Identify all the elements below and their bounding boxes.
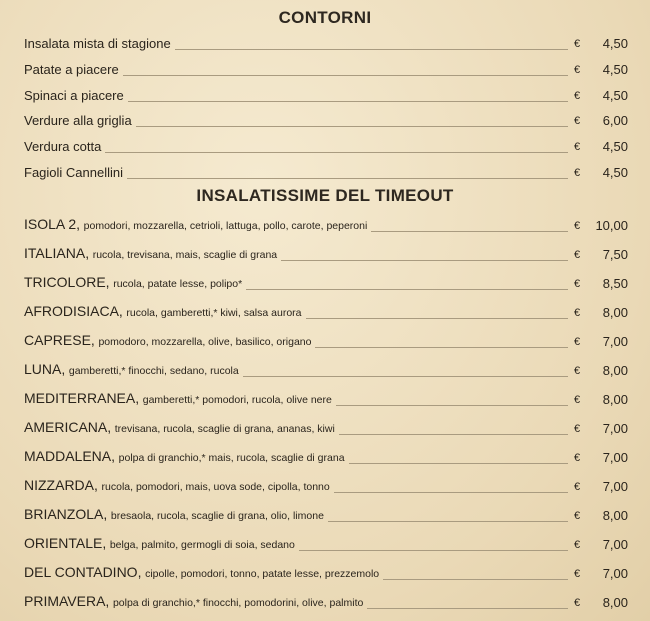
item-ingredients: gamberetti,* pomodori, rucola, olive nere xyxy=(142,394,332,406)
section-title-insalatissime: INSALATISSIME DEL TIMEOUT xyxy=(196,186,454,205)
item-price: € 7,00 xyxy=(574,479,628,494)
dotted-leader xyxy=(334,491,568,493)
item-price: € 7,50 xyxy=(574,247,628,262)
item-price: € 4,50 xyxy=(574,62,628,77)
item-price: € 4,50 xyxy=(574,165,628,180)
dotted-leader xyxy=(371,230,568,232)
menu-item xyxy=(24,299,628,321)
item-ingredients: belga, palmito, germogli di soia, sedano xyxy=(109,539,295,551)
dotted-leader xyxy=(339,433,568,435)
dotted-leader xyxy=(383,578,568,580)
item-price: € 8,00 xyxy=(574,305,628,320)
menu-item xyxy=(24,212,628,234)
section-title-contorni: CONTORNI xyxy=(278,8,372,27)
dotted-leader xyxy=(367,607,568,609)
dotted-leader xyxy=(306,317,569,319)
dotted-leader xyxy=(123,74,568,76)
item-price: € 6,00 xyxy=(574,113,628,128)
item-price: € 7,00 xyxy=(574,537,628,552)
dotted-leader xyxy=(128,100,568,102)
item-price: € 8,00 xyxy=(574,595,628,610)
item-price: € 7,00 xyxy=(574,566,628,581)
item-ingredients: polpa di granchio,* mais, rucola, scaglie di grana xyxy=(118,452,345,464)
item-name: AMERICANA, xyxy=(24,419,112,435)
item-price: € 4,50 xyxy=(574,88,628,103)
item-name: PRIMAVERA, xyxy=(24,593,110,609)
item-price: € 4,50 xyxy=(574,139,628,154)
menu-item xyxy=(24,357,628,379)
menu-item xyxy=(24,531,628,553)
item-ingredients: pomodoro, mozzarella, olive, basilico, origano xyxy=(98,336,312,348)
item-price: € 8,00 xyxy=(574,363,628,378)
item-ingredients: gamberetti,* finocchi, sedano, rucola xyxy=(68,365,239,377)
menu-item xyxy=(24,159,628,181)
item-name: CAPRESE, xyxy=(24,332,95,348)
item-ingredients: pomodori, mozzarella, cetrioli, lattuga, pollo, carote, peperoni xyxy=(83,220,368,232)
item-ingredients: rucola, patate lesse, polipo* xyxy=(113,278,243,290)
dotted-leader xyxy=(175,48,568,50)
dotted-leader xyxy=(328,520,568,522)
item-price: € 10,00 xyxy=(574,218,628,233)
dotted-leader xyxy=(243,375,568,377)
menu-item xyxy=(24,589,628,611)
menu-item xyxy=(24,560,628,582)
menu-item xyxy=(24,473,628,495)
item-name: ITALIANA, xyxy=(24,245,90,261)
item-price: € 7,00 xyxy=(574,334,628,349)
item-name: DEL CONTADINO, xyxy=(24,564,142,580)
item-name: MEDITERRANEA, xyxy=(24,390,140,406)
item-name: TRICOLORE, xyxy=(24,274,110,290)
item-price: € 8,00 xyxy=(574,392,628,407)
dotted-leader xyxy=(246,288,568,290)
item-ingredients: polpa di granchio,* finocchi, pomodorini, olive, palmito xyxy=(112,597,364,609)
item-name: Verdura cotta xyxy=(24,139,102,154)
item-ingredients: bresaola, rucola, scaglie di grana, olio, limone xyxy=(110,510,324,522)
item-name: Verdure alla griglia xyxy=(24,113,132,128)
item-price: € 4,50 xyxy=(574,36,628,51)
item-ingredients: cipolle, pomodori, tonno, patate lesse, prezzemolo xyxy=(145,568,380,580)
item-price: € 8,00 xyxy=(574,508,628,523)
menu-item xyxy=(24,386,628,408)
menu-item xyxy=(24,107,628,129)
item-ingredients: rucola, gamberetti,* kiwi, salsa aurora xyxy=(126,307,302,319)
dotted-leader xyxy=(299,549,568,551)
menu-item xyxy=(24,415,628,437)
dotted-leader xyxy=(136,125,568,127)
item-price: € 7,00 xyxy=(574,450,628,465)
dotted-leader xyxy=(127,177,568,179)
menu-item xyxy=(24,444,628,466)
dotted-leader xyxy=(336,404,568,406)
menu-item xyxy=(24,270,628,292)
menu-item xyxy=(24,241,628,263)
item-name: Fagioli Cannellini xyxy=(24,165,123,180)
item-name: Patate a piacere xyxy=(24,62,119,77)
menu-item xyxy=(24,82,628,104)
item-name: MADDALENA, xyxy=(24,448,116,464)
item-ingredients: rucola, trevisana, mais, scaglie di grana xyxy=(92,249,278,261)
item-name: BRIANZOLA, xyxy=(24,506,108,522)
item-price: € 7,00 xyxy=(574,421,628,436)
item-name: Insalata mista di stagione xyxy=(24,36,171,51)
menu-item xyxy=(24,133,628,155)
menu-item xyxy=(24,502,628,524)
item-name: AFRODISIACA, xyxy=(24,303,123,319)
item-price: € 8,50 xyxy=(574,276,628,291)
item-name: NIZZARDA, xyxy=(24,477,98,493)
dotted-leader xyxy=(281,259,568,261)
item-ingredients: trevisana, rucola, scaglie di grana, ananas, kiwi xyxy=(114,423,335,435)
dotted-leader xyxy=(105,151,568,153)
item-name: ORIENTALE, xyxy=(24,535,107,551)
menu-item xyxy=(24,328,628,350)
item-name: Spinaci a piacere xyxy=(24,88,124,103)
item-name: ISOLA 2, xyxy=(24,216,81,232)
menu-item xyxy=(24,56,628,78)
dotted-leader xyxy=(315,346,568,348)
dotted-leader xyxy=(349,462,568,464)
item-ingredients: rucola, pomodori, mais, uova sode, cipolla, tonno xyxy=(101,481,330,493)
item-name: LUNA, xyxy=(24,361,66,377)
menu-item xyxy=(24,30,628,52)
